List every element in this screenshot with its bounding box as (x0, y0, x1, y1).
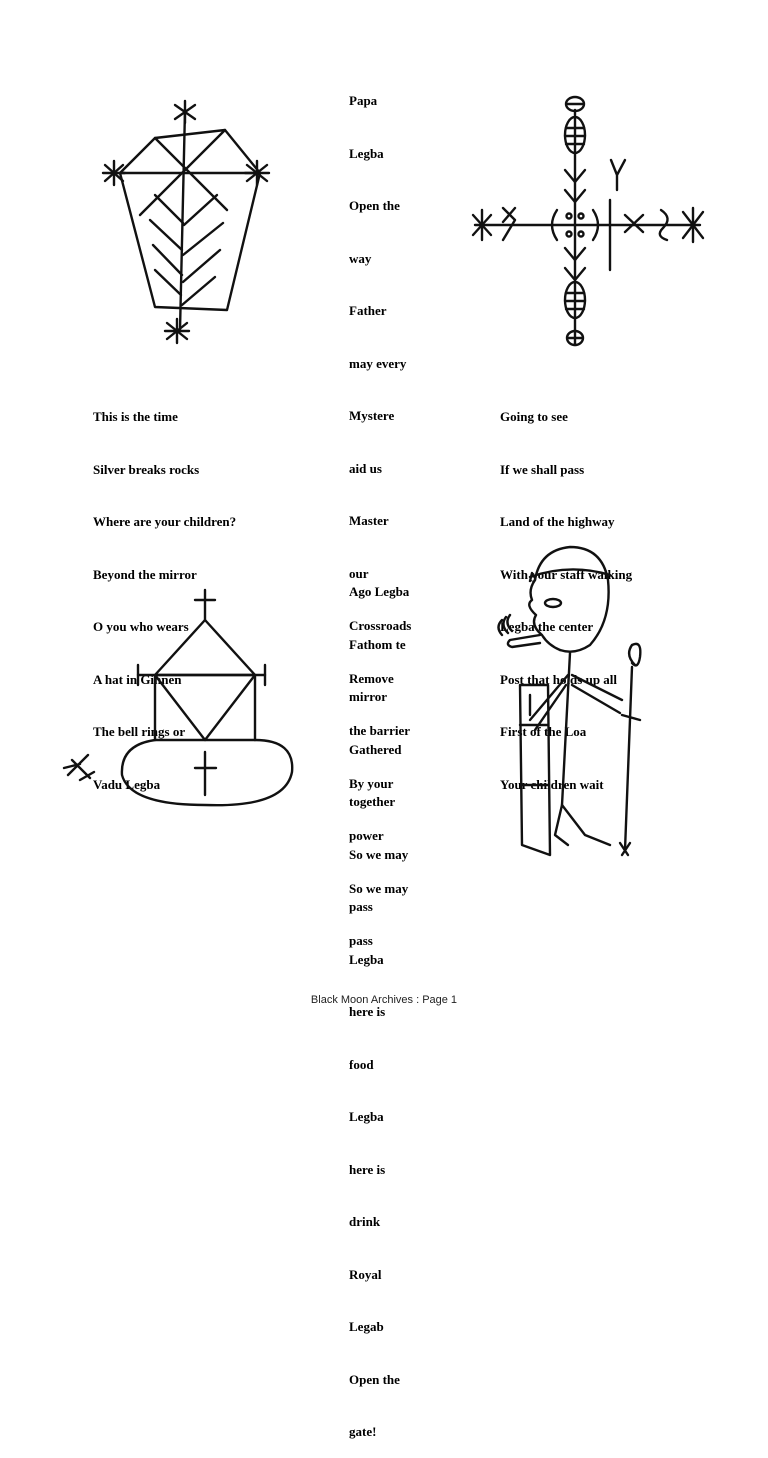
poem-line: By your (349, 775, 394, 791)
veve-coffin-icon (95, 95, 275, 355)
poem-line: power (349, 828, 384, 843)
poem-line: drink (349, 1214, 381, 1229)
poem-line: So we may (349, 846, 409, 862)
poem-line: Your children wait (500, 776, 604, 792)
poem-line: may every (349, 355, 407, 371)
poem-line: Open the (349, 198, 400, 213)
poem-line: This is the time (93, 409, 178, 424)
poem-line: here is (349, 1161, 386, 1177)
poem-line: Vadu Legba (93, 776, 161, 792)
poem-line: Legab (349, 1319, 384, 1334)
legba-figure-icon (490, 545, 675, 870)
poem-line: Silver breaks rocks (93, 461, 200, 477)
page-footer: Black Moon Archives : Page 1 (310, 994, 458, 1006)
poem-line: mirror (349, 689, 388, 704)
poem-line: The bell rings or (93, 724, 186, 739)
poem-line: pass (349, 899, 373, 914)
poem-line: our (349, 565, 369, 581)
poem-line: Master (349, 513, 389, 528)
poem-line: gate! (349, 1424, 377, 1439)
poem-line: Ago Legba (349, 584, 410, 599)
poem-line: food (349, 1056, 374, 1072)
poem-line: the barrier (349, 723, 411, 738)
poem-line: way (349, 250, 372, 266)
poem-line: together (349, 794, 396, 809)
poem-line: Post that holds up all (500, 671, 618, 687)
poem-line: Royal (349, 1266, 382, 1282)
poem-line: here is (349, 1004, 386, 1019)
poem-line: Papa (349, 93, 378, 108)
poem-line: Land of the highway (500, 514, 615, 529)
poem-line: Where are your children? (93, 514, 237, 529)
poem-line: Open the (349, 1371, 400, 1387)
poem-line: Legba (349, 951, 384, 967)
poem-line: Gathered (349, 741, 402, 757)
poem-line: With your staff walking (500, 566, 633, 582)
poem-line: O you who wears (93, 619, 189, 634)
poem-line: So we may (349, 880, 409, 896)
poem-line: Mystere (349, 408, 395, 423)
poem-line: Remove (349, 670, 394, 686)
poem-line: Father (349, 303, 387, 318)
poem-line: Going to see (500, 409, 568, 424)
poem-line: Beyond the mirror (93, 566, 197, 582)
poem-line: First of the Loa (500, 724, 587, 739)
veve-crossroads-icon (465, 90, 710, 350)
poem-line: aid us (349, 460, 382, 476)
poem-line: A hat in Ginnen (93, 671, 182, 687)
poem-line: Legba (349, 1109, 384, 1124)
poem-line: If we shall pass (500, 461, 585, 477)
veve-house-icon (60, 580, 305, 810)
poem-line: Crossroads (349, 618, 412, 633)
poem-line: pass (349, 933, 373, 948)
poem-line: Legba the center (500, 619, 594, 634)
poem-line: Legba (349, 145, 384, 161)
poem-line: Fathom te (349, 636, 406, 652)
